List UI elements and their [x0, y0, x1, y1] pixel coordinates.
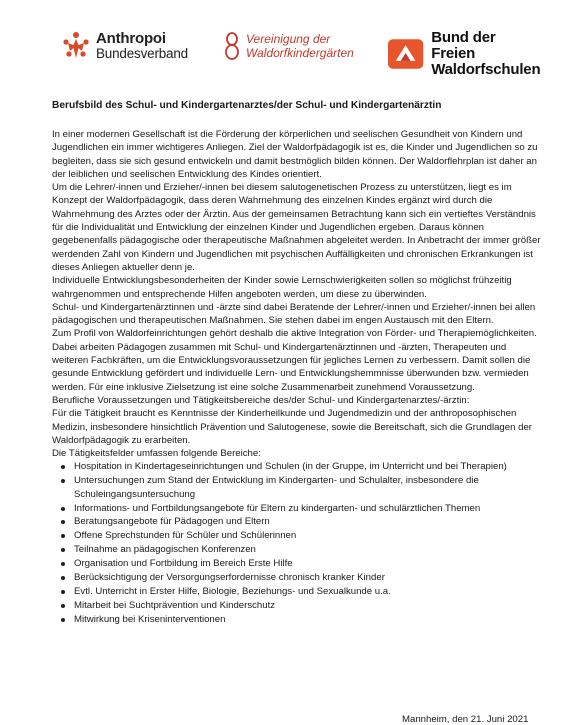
list-item: Offene Sprechstunden für Schüler und Schülerinnen [74, 529, 544, 542]
list-item: Evtl. Unterricht in Erster Hilfe, Biologie, Beziehungs- und Sexualkunde u.a. [74, 585, 544, 598]
bund-name-line2: Waldorfschulen [431, 61, 541, 78]
bund-name-line1: Bund der Freien [431, 29, 496, 62]
anthropoi-subtitle: Bundesverband [96, 46, 188, 61]
vereinigung-logo [224, 30, 354, 62]
paragraph-profile: Zum Profil von Waldorfeinrichtungen gehört deshalb die aktive Integration von Förder- und Therapiemöglichkeiten. Dabei arbeiten Pädagogen zusammen mit Schul- und Kindergartenärztinnen und -ärzten, Therapeuten und weiteren Fachkräften, um die Entwicklungsvoraussetzungen für jegliches Lernen zu verbessern. Damit sollen die gesunde Entwicklung gefördert und individuelle Lern- und Entwicklungshemmnisse überwunden bzw. vermieden werden. Für eine inklusive Zielsetzung ist eine solche Zusammenarbeit zunehmend Voraussetzung. [52, 328, 537, 393]
list-item: Mitwirkung bei Kriseninterventionen [74, 613, 544, 626]
bund-logo [386, 30, 541, 78]
list-item: Berücksichtigung der Versorgungserfordernisse chronisch kranker Kinder [74, 571, 544, 584]
logo-bar [60, 29, 541, 78]
document-title: Berufsbild des Schul- und Kindergartenarztes/der Schul- und Kindergartenärztin [52, 100, 442, 111]
footer-date: Mannheim, den 21. Juni 2021 [402, 714, 529, 725]
document-body [52, 128, 544, 627]
list-item: Informations- und Fortbildungsangebote für Eltern zu kindergarten- und schulärztlichen Themen [74, 502, 544, 515]
paragraph-intro: In einer modernen Gesellschaft ist die Förderung der körperlichen und seelischen Gesundheit von Kindern und Jugendlichen ein immer wichtigeres Anliegen. Ziel der Waldorfpädagogik ist es, die Kinder und Jugendlichen so zu begleiten, dass sie sich gesund entwickeln und damit bestmöglich bilden können. Der Waldorflehrplan ist daher an der leiblichen und seelischen Entwicklung des Kindes orientiert. [52, 129, 538, 180]
paragraph-requirements-heading: Berufliche Voraussetzungen und Tätigkeitsbereiche des/der Schul- und Kindergartenarztes/-ärztin: [52, 394, 470, 406]
bund-emblem-icon [386, 37, 425, 71]
anthropoi-name: Anthropoi [96, 30, 166, 47]
fields-list [52, 460, 544, 626]
list-item: Mitarbeit bei Suchtprävention und Kinderschutz [74, 599, 544, 612]
vereinigung-name-line1: Vereinigung der [246, 32, 331, 46]
paragraph-doctors-role: Schul- und Kindergartenärztinnen und -ärzte sind dabei Beratende der Lehrer/-innen und Erzieher/-innen bei allen pädagogischen und therapeutischen Maßnahmen. Sie stehen dabei im engen Austausch mit den Eltern. [52, 301, 536, 327]
list-item: Beratungsangebote für Pädagogen und Eltern [74, 515, 544, 528]
vereinigung-figure-icon [224, 30, 240, 62]
paragraph-support: Um die Lehrer/-innen und Erzieher/-innen bei diesem salutogenetischen Prozess zu unterstützen, liegt es im Konzept der Waldorfpädagogik, dass deren Wahrnehmung des einzelnen Kindes ergänzt wird durch die Wahrnehmung des Arztes oder der Ärztin. Aus der gemeinsamen Betrachtung kann sich ein vertieftes Verständnis für die Individualität und Entwicklung der einzelnen Kinder und Jugendlichen ergeben. Daraus können gegebenenfalls pädagogische oder therapeutische Maßnahmen abgeleitet werden. In Anbetracht der immer größer werdenden Zahl von Kindern und Jugendlichen mit psychischen Auffälligkeiten und chronischen Erkrankungen ist dieses Anliegen aktueller denn je. [52, 182, 541, 273]
vereinigung-name-line2: Waldorfkindergärten [246, 46, 354, 60]
list-item: Untersuchungen zum Stand der Entwicklung im Kindergarten- und Schulalter, insbesondere die Schuleingangsuntersuchung [74, 474, 544, 501]
list-item: Organisation und Fortbildung im Bereich Erste Hilfe [74, 557, 544, 570]
list-item: Teilnahme an pädagogischen Konferenzen [74, 543, 544, 556]
paragraph-individual: Individuelle Entwicklungsbesonderheiten der Kinder sowie Lernschwierigkeiten sollen so möglichst frühzeitig wahrgenommen und entsprechende Hilfen angeboten werden, um diese zu überwinden. [52, 275, 512, 300]
paragraph-requirements: Für die Tätigkeit braucht es Kenntnisse der Kinderheilkunde und Jugendmedizin und der anthroposophischen Medizin, insbesondere hinsichtlich Prävention und Salutogenese, sowie die Bereitschaft, sich die Grundlagen der Waldorfpädagogik zu erarbeiten. [52, 408, 532, 446]
list-item: Hospitation in Kindertageseinrichtungen und Schulen (in der Gruppe, im Unterricht und bei Therapien) [74, 460, 544, 473]
anthropoi-figure-icon [60, 30, 92, 62]
paragraph-fields-intro: Die Tätigkeitsfelder umfassen folgende Bereiche: [52, 448, 261, 460]
anthropoi-logo [60, 30, 188, 62]
